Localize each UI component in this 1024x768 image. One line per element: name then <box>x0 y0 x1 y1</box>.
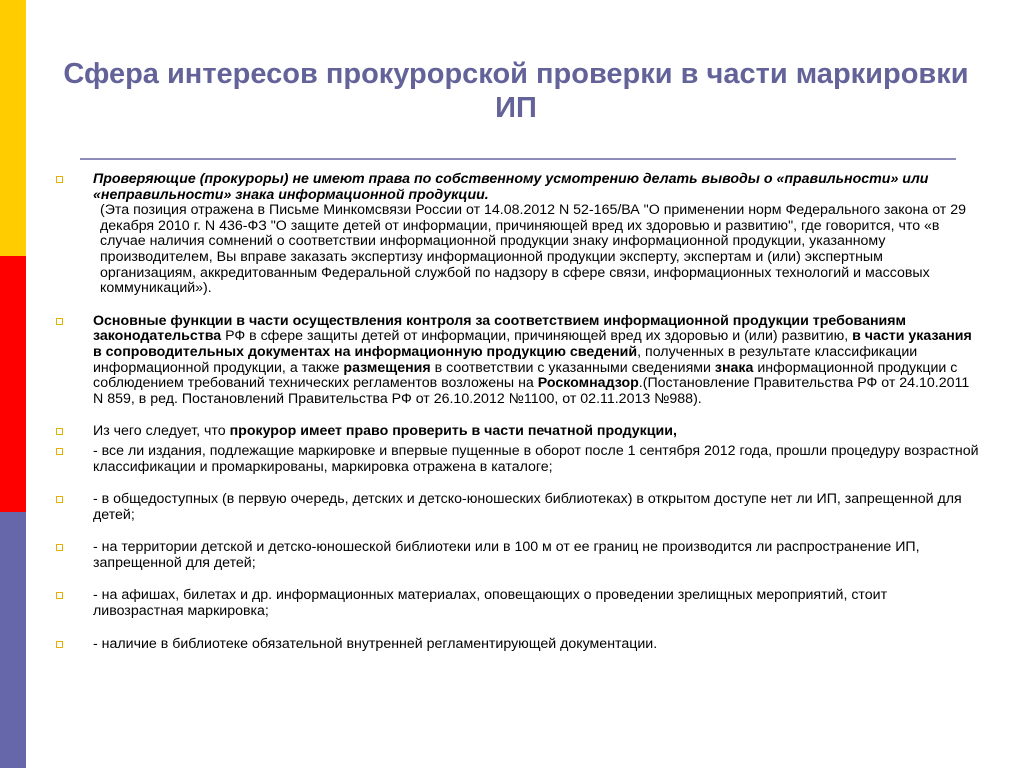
bullet-icon <box>56 641 63 648</box>
accent-stripe-purple <box>0 512 26 768</box>
list-item <box>56 588 980 619</box>
slide-title: Сфера интересов прокурорской проверки в части маркировки ИП <box>63 58 969 124</box>
bullet-icon <box>56 544 63 551</box>
list-item <box>56 637 980 653</box>
item-text: Основные функции в части осуществления контроля за соответствием информационной продукции требованиям законодательства РФ в сфере защиты детей от информации, причиняющей вред их здоровью и (или) развитию, в части указания в сопроводительных документах на информационную продукцию сведений, полученных в результате классификации информационной продукции, а также размещения в соответствии с указанными сведениями знака информационной продукции с соблюдением требований технических регламентов возложены на Роскомнадзор.(Постановление Правительства РФ от 24.10.2011 N 859, в ред. Постановлений Правительства РФ от 26.10.2012 №1100, от 02.11.2013 №988). <box>93 312 972 407</box>
item-text: - все ли издания, подлежащие маркировке и впервые пущенные в оборот после 1 сентября 2012 года, прошли процедуру возрастной классификации и промаркированы, маркировка отражена в каталоге; <box>93 442 979 475</box>
bullet-icon <box>56 428 63 435</box>
accent-stripe-red <box>0 256 26 512</box>
list-item <box>56 424 980 440</box>
item-text: - на территории детской и детско-юношеской библиотеки или в 100 м от ее границ не производится ли распространение ИП, запрещенной для детей; <box>93 539 920 571</box>
item-text: Из чего следует, что прокурор имеет право проверить в части печатной продукции, <box>93 423 677 440</box>
bullet-icon <box>56 496 63 503</box>
bullet-icon <box>56 318 63 325</box>
list-item <box>56 540 980 571</box>
title-divider <box>80 158 956 160</box>
list-item <box>56 444 980 475</box>
list-item <box>56 314 980 408</box>
accent-stripe-yellow <box>0 0 26 256</box>
item-text: - наличие в библиотеке обязательной внутренней регламентирующей документации. <box>93 635 658 652</box>
item-text: Проверяющие (прокуроры) не имеют права по собственному усмотрению делать выводы о «правильности» или «неправильности» знака информационной продукции. <box>93 171 929 203</box>
item-text: - в общедоступных (в первую очередь, детских и детско-юношеских библиотеках) в открытом доступе нет ли ИП, запрещенной для детей; <box>93 491 962 523</box>
bullet-icon <box>56 176 63 183</box>
list-item <box>56 492 980 523</box>
bullet-icon <box>56 592 63 599</box>
bullet-icon <box>56 448 63 455</box>
slide-body <box>56 172 980 652</box>
list-item <box>56 172 980 297</box>
item-text: - на афишах, билетах и др. информационных материалах, оповещающих о проведении зрелищных мероприятий, стоит ливозрастная маркировка; <box>93 587 888 620</box>
quote-text: (Эта позиция отражена в Письме Минкомсвязи России от 14.08.2012 N 52-165/ВА "О применении норм Федерального закона от 29 декабря 2010 г. N 436-ФЗ "О защите детей от информации, причиняющей вред их здоровью и развитию", где говорится, что «в случае наличия сомнений о соответствии информационной продукции знаку информационной продукции, указанному производителем, Вы вправе заказать экспертизу информационной продукции эксперту, экспертам и (или) экспертным организациям, аккредитованным Федеральной службой по надзору в сфере связи, информационных технологий и массовых коммуникаций»). <box>100 202 967 297</box>
